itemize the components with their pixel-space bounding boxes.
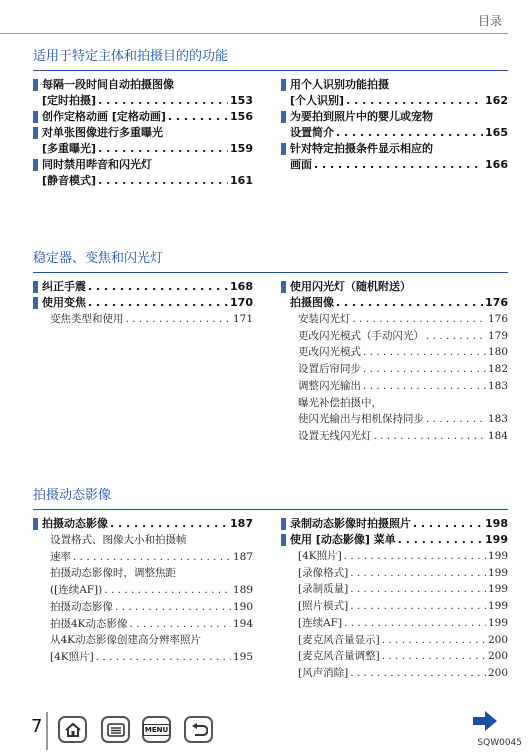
page-ref[interactable]: 200 <box>487 633 508 646</box>
toc-subentry[interactable] <box>33 565 253 598</box>
page-ref[interactable]: 153 <box>230 94 253 107</box>
entry-label: ([连续AF]) <box>50 584 103 597</box>
toc-subentry[interactable] <box>281 665 508 682</box>
toc-entry-line <box>290 157 508 173</box>
toc-entry-line <box>42 141 253 157</box>
toc-entry-line <box>298 581 508 598</box>
leader-dots <box>115 599 231 616</box>
subentry-heading-line: 拍摄动态影像时，调整焦距 <box>50 567 176 580</box>
toc-entry-line <box>298 598 508 615</box>
toc-subentry[interactable] <box>33 599 253 616</box>
toc-entry[interactable] <box>281 77 508 109</box>
leader-dots <box>350 598 486 615</box>
leader-dots <box>382 648 486 665</box>
entry-label: 变焦类型和使用 <box>50 313 124 325</box>
section-motion-pictures <box>33 487 508 697</box>
entry-heading-line: 每隔一段时间自动拍摄图像 <box>42 78 174 91</box>
toc-entry-line <box>298 428 508 445</box>
toc-entry-line <box>50 582 253 599</box>
entry-marker <box>33 159 38 171</box>
leader-dots <box>350 581 486 598</box>
entry-heading-line: 用个人识别功能拍摄 <box>290 78 389 91</box>
toc-entry-line <box>42 516 253 532</box>
toc-entry-line <box>290 516 508 532</box>
toc-entry-line <box>42 279 253 295</box>
toc-entry-line <box>290 125 508 141</box>
toc-entry-line <box>298 648 508 665</box>
toc-entry-line <box>298 565 508 582</box>
right-column <box>281 279 508 445</box>
entry-label: [连续AF] <box>298 616 343 629</box>
page-ref[interactable]: 198 <box>485 517 508 530</box>
entry-label: 调整闪光输出 <box>298 379 361 392</box>
page-ref[interactable]: 165 <box>485 126 508 139</box>
toc-subentry[interactable] <box>281 378 508 395</box>
home-icon <box>64 722 82 738</box>
entry-label: 纠正手震 <box>42 280 86 293</box>
entry-label: 使用 [动态影像] 菜单 <box>290 533 396 546</box>
toc-entry-line <box>290 532 508 548</box>
toc-entry-line <box>298 344 508 361</box>
entry-heading-line: 为要拍到照片中的婴儿或宠物 <box>290 110 433 123</box>
toc-subentry[interactable] <box>33 311 253 328</box>
entry-label: 安装闪光灯 <box>298 313 351 325</box>
leader-dots <box>426 411 486 428</box>
toc-entry[interactable] <box>33 109 253 125</box>
page-ref[interactable]: 199 <box>487 550 508 562</box>
back-icon <box>190 722 208 738</box>
toc-entry[interactable] <box>281 279 508 311</box>
toc-entry[interactable] <box>281 109 508 141</box>
page-ref[interactable]: 199 <box>487 566 508 579</box>
entry-label: [录像格式] <box>298 566 349 579</box>
entry-label: 设置后帘同步 <box>298 363 361 376</box>
toc-entry[interactable] <box>33 516 253 532</box>
leader-dots <box>413 516 483 532</box>
leader-dots <box>104 582 231 599</box>
entry-label: [照片模式] <box>298 600 349 613</box>
section-special-subjects <box>33 48 508 188</box>
entry-marker <box>33 297 38 309</box>
page-ref[interactable]: 183 <box>487 379 508 392</box>
header-rule <box>0 33 508 34</box>
toc-subentry[interactable] <box>281 581 508 598</box>
page-ref[interactable]: 176 <box>485 296 508 309</box>
toc-entry-line <box>42 93 253 109</box>
entry-marker <box>281 281 286 293</box>
entry-marker <box>281 518 286 530</box>
page-ref[interactable]: 159 <box>230 142 253 155</box>
page-ref[interactable]: 182 <box>487 363 508 376</box>
entry-marker <box>33 518 38 530</box>
leader-dots <box>426 328 486 345</box>
entry-label: [录制质量] <box>298 583 349 596</box>
entry-marker <box>33 127 38 139</box>
subentry-heading-line: 从4K动态影像创建高分辨率照片 <box>50 634 202 647</box>
toc-subentry[interactable] <box>33 616 253 633</box>
toc-entry-line <box>298 411 508 428</box>
page-ref[interactable]: 187 <box>230 517 253 530</box>
leader-dots <box>353 311 486 328</box>
toc-entry[interactable] <box>281 532 508 548</box>
section-title: 适用于特定主体和拍摄目的的功能 <box>33 48 508 71</box>
toc-link[interactable]: 目录 <box>477 14 502 28</box>
toc-subentry[interactable] <box>281 565 508 582</box>
toc-entry-line <box>42 295 253 311</box>
leader-dots <box>168 109 228 125</box>
page-ref[interactable]: 156 <box>230 110 253 123</box>
next-arrow-icon <box>472 710 498 732</box>
entry-label: [静音模式] <box>42 174 97 187</box>
menu-icon: MENU <box>144 725 169 734</box>
page-ref[interactable]: 200 <box>487 650 508 663</box>
toc-button[interactable] <box>101 716 130 743</box>
toc-entry[interactable] <box>33 295 253 311</box>
leader-dots <box>382 632 486 649</box>
leader-dots <box>363 361 486 378</box>
entry-marker <box>281 79 286 91</box>
toc-entry-line <box>298 665 508 682</box>
subentry-heading-line: 曝光补偿拍摄中， <box>298 396 382 409</box>
toc-subentry[interactable] <box>281 428 508 445</box>
leader-dots <box>130 616 231 633</box>
entry-label: 录制动态影像时拍摄照片 <box>290 517 411 530</box>
entry-marker <box>281 111 286 123</box>
toc-subentry[interactable] <box>281 395 508 428</box>
leader-dots <box>73 549 231 566</box>
leader-dots <box>398 532 483 548</box>
entry-label: 拍摄4K动态影像 <box>50 617 128 630</box>
entry-label: 创作定格动画 [定格动画] <box>42 110 166 123</box>
leader-dots <box>374 428 486 445</box>
toc-entry[interactable] <box>281 516 508 532</box>
toc-subentry[interactable] <box>33 632 253 665</box>
toc-entry[interactable] <box>33 125 253 157</box>
home-button[interactable] <box>58 716 87 743</box>
section-stabilizer-zoom-flash <box>33 250 508 450</box>
page-ref[interactable]: 194 <box>232 617 253 630</box>
leader-dots <box>88 279 228 295</box>
footer-divider <box>46 712 48 750</box>
toc-entry-line <box>50 599 253 616</box>
left-column <box>33 77 253 189</box>
toc-entry-line <box>42 109 253 125</box>
leader-dots <box>110 516 228 532</box>
entry-label: 更改闪光模式（手动闪光） <box>298 329 424 342</box>
toc-subentry[interactable] <box>281 615 508 632</box>
toc-entry-line <box>50 311 253 328</box>
menu-button[interactable] <box>142 716 171 743</box>
entry-label: [4K照片] <box>50 650 94 663</box>
toc-entry[interactable] <box>281 141 508 173</box>
leader-dots <box>344 548 486 565</box>
entry-label: [麦克风音量调整] <box>298 650 380 663</box>
toc-entry-line <box>298 311 508 328</box>
entry-label: [个人识别] <box>290 94 345 107</box>
section-title: 拍摄动态影像 <box>33 487 508 510</box>
toc-subentry[interactable] <box>281 648 508 665</box>
entry-marker <box>281 143 286 155</box>
page-ref[interactable]: 180 <box>487 346 508 359</box>
page-ref[interactable]: 199 <box>485 533 508 546</box>
leader-dots <box>314 157 483 173</box>
entry-label: [多重曝光] <box>42 142 97 155</box>
toc-subentry[interactable] <box>281 328 508 345</box>
toc-entry-line <box>298 361 508 378</box>
toc-subentry[interactable] <box>33 532 253 565</box>
page-ref[interactable]: 190 <box>232 600 253 613</box>
entry-marker <box>33 79 38 91</box>
page-ref[interactable]: 189 <box>232 584 253 597</box>
next-page-button[interactable] <box>472 710 498 736</box>
leader-dots <box>350 565 486 582</box>
entry-label: [麦克风音量显示] <box>298 633 380 646</box>
document-id: SQW0045 <box>477 738 522 748</box>
toc-entry-line <box>42 173 253 189</box>
leader-dots <box>363 344 486 361</box>
page-ref[interactable]: 195 <box>232 650 253 663</box>
toc-entry[interactable] <box>33 157 253 189</box>
toc-subentry[interactable] <box>281 311 508 328</box>
leader-dots <box>98 93 228 109</box>
entry-label: 拍摄图像 <box>290 296 334 309</box>
entry-label: [风声消除] <box>298 666 349 679</box>
toc-entry-line <box>50 549 253 566</box>
entry-label: 设置简介 <box>290 126 334 139</box>
toc-subentry[interactable] <box>281 344 508 361</box>
entry-heading-line: 同时禁用哔音和闪光灯 <box>42 158 152 171</box>
toc-entry[interactable] <box>33 77 253 109</box>
page-ref[interactable]: 176 <box>487 313 508 325</box>
list-icon <box>107 723 125 737</box>
toc-entry-line <box>298 548 508 565</box>
page-ref[interactable]: 199 <box>487 583 508 596</box>
page-ref[interactable]: 168 <box>230 280 253 293</box>
page-ref[interactable]: 199 <box>487 616 508 629</box>
page-ref[interactable]: 200 <box>487 666 508 679</box>
toc-subentry[interactable] <box>281 598 508 615</box>
entry-label: 拍摄动态影像 <box>42 517 108 530</box>
page-ref[interactable]: 199 <box>487 600 508 613</box>
entry-marker <box>281 534 286 546</box>
page-number: 7 <box>31 716 43 737</box>
leader-dots <box>363 378 486 395</box>
leader-dots <box>336 125 483 141</box>
toc-entry-line <box>50 649 253 666</box>
entry-label: 使闪光输出与相机保持同步 <box>298 413 424 426</box>
page-ref[interactable]: 171 <box>232 313 253 325</box>
leader-dots <box>336 295 483 311</box>
toc-entry-line <box>290 295 508 311</box>
page-ref[interactable]: 187 <box>232 550 253 563</box>
toc-subentry[interactable] <box>281 632 508 649</box>
toc-entry-line <box>298 328 508 345</box>
entry-heading-line: 对单张图像进行多重曝光 <box>42 126 163 139</box>
back-button[interactable] <box>184 716 213 743</box>
toc-entry-line <box>298 615 508 632</box>
page-ref[interactable]: 161 <box>230 174 253 187</box>
page-ref[interactable]: 170 <box>230 296 253 309</box>
page-ref[interactable]: 162 <box>485 94 508 107</box>
toc-entry-line <box>50 616 253 633</box>
entry-label: 使用变焦 <box>42 296 86 309</box>
toc-subentry[interactable] <box>281 361 508 378</box>
leader-dots <box>88 295 228 311</box>
entry-marker <box>33 111 38 123</box>
subentry-heading-line: 设置格式、图像大小和拍摄帧 <box>50 534 187 546</box>
leader-dots <box>344 615 486 632</box>
left-column <box>33 279 253 328</box>
entry-label: 速率 <box>50 550 71 563</box>
toc-entry-line <box>298 378 508 395</box>
leader-dots <box>98 173 228 189</box>
toc-subentry[interactable] <box>281 548 508 565</box>
leader-dots <box>126 311 231 328</box>
entry-label: 设置无线闪光灯 <box>298 429 372 442</box>
right-column <box>281 77 508 173</box>
right-column <box>281 516 508 682</box>
entry-label: 更改闪光模式 <box>298 346 361 359</box>
entry-label: [4K照片] <box>298 550 342 562</box>
leader-dots <box>98 141 228 157</box>
leader-dots <box>96 649 231 666</box>
entry-heading-line: 针对特定拍摄条件显示相应的 <box>290 142 433 155</box>
entry-marker <box>33 281 38 293</box>
page-ref[interactable]: 184 <box>487 429 508 442</box>
entry-label: 拍摄动态影像 <box>50 600 113 613</box>
entry-label: 画面 <box>290 158 312 171</box>
entry-label: [定时拍摄] <box>42 94 97 107</box>
left-column <box>33 516 253 666</box>
section-title: 稳定器、变焦和闪光灯 <box>33 250 508 273</box>
page-ref[interactable]: 166 <box>485 158 508 171</box>
toc-entry-line <box>298 632 508 649</box>
page-ref[interactable]: 179 <box>487 329 508 342</box>
toc-entry-line <box>290 93 508 109</box>
entry-heading-line: 使用闪光灯（随机附送） <box>290 280 411 293</box>
toc-entry[interactable] <box>33 279 253 295</box>
page-ref[interactable]: 183 <box>487 413 508 426</box>
leader-dots <box>346 93 483 109</box>
leader-dots <box>350 665 486 682</box>
